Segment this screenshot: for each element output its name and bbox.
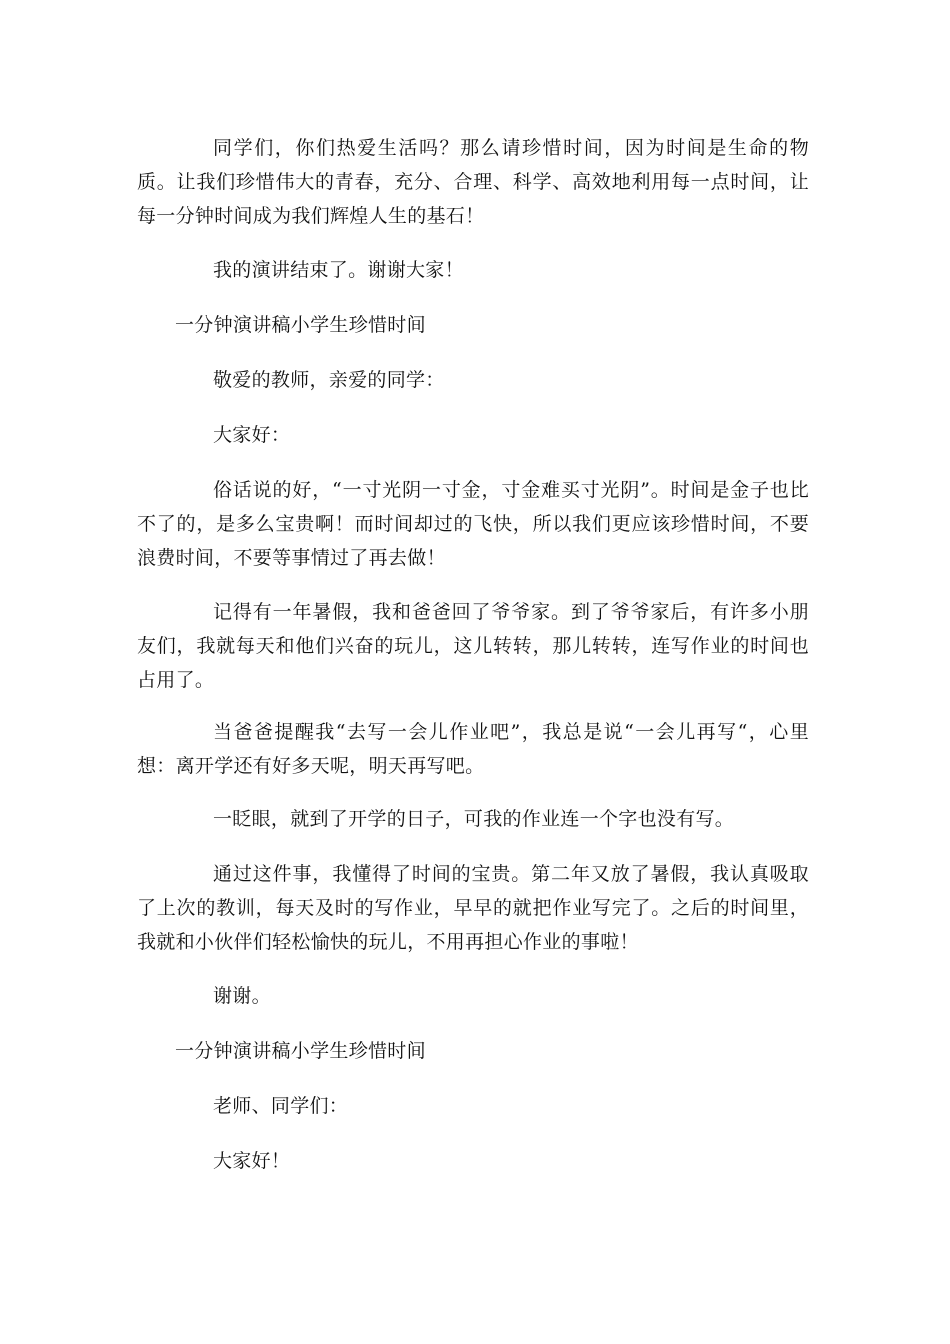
- paragraph-salutation-2: 老师、同学们：: [213, 1095, 349, 1117]
- paragraph-lesson: 通过这件事，我懂得了时间的宝贵。第二年又放了暑假，我认真吸取了上次的教训，每天及时的写作业，早早的就把作业写完了。之后的时间里，我就和小伙伴们轻松愉快的玩儿，不用再担心作业的事啦！: [137, 863, 809, 953]
- paragraph-greeting-1: 大家好：: [213, 424, 291, 446]
- paragraph-blink: 一眨眼，就到了开学的日子，可我的作业连一个字也没有写。: [213, 808, 735, 830]
- paragraph-speech-end: 我的演讲结束了。谢谢大家！: [213, 259, 464, 281]
- paragraph-summer-memory: 记得有一年暑假，我和爸爸回了爷爷家。到了爷爷家后，有许多小朋友们，我就每天和他们兴奋的玩儿，这儿转转，那儿转转，连写作业的时间也占用了。: [137, 601, 809, 691]
- paragraph-thanks: 谢谢。: [213, 985, 271, 1007]
- paragraph-closing-appeal: 同学们，你们热爱生活吗？那么请珍惜时间，因为时间是生命的物质。让我们珍惜伟大的青春，充分、合理、科学、高效地利用每一点时间，让每一分钟时间成为我们辉煌人生的基石！: [137, 137, 809, 227]
- paragraph-reminder: 当爸爸提醒我“去写一会儿作业吧”，我总是说“一会儿再写“，心里想：离开学还有好多天呢，明天再写吧。: [137, 721, 809, 777]
- paragraph-greeting-2: 大家好！: [213, 1150, 291, 1172]
- section-title-2: 一分钟演讲稿小学生珍惜时间: [175, 1040, 426, 1062]
- paragraph-salutation-1: 敬爱的教师，亲爱的同学：: [213, 369, 445, 391]
- section-title-1: 一分钟演讲稿小学生珍惜时间: [175, 314, 426, 336]
- paragraph-proverb: 俗话说的好，“一寸光阴一寸金，寸金难买寸光阴”。时间是金子也比不了的，是多么宝贵啊！而时间却过的飞快，所以我们更应该珍惜时间，不要浪费时间，不要等事情过了再去做！: [137, 479, 809, 569]
